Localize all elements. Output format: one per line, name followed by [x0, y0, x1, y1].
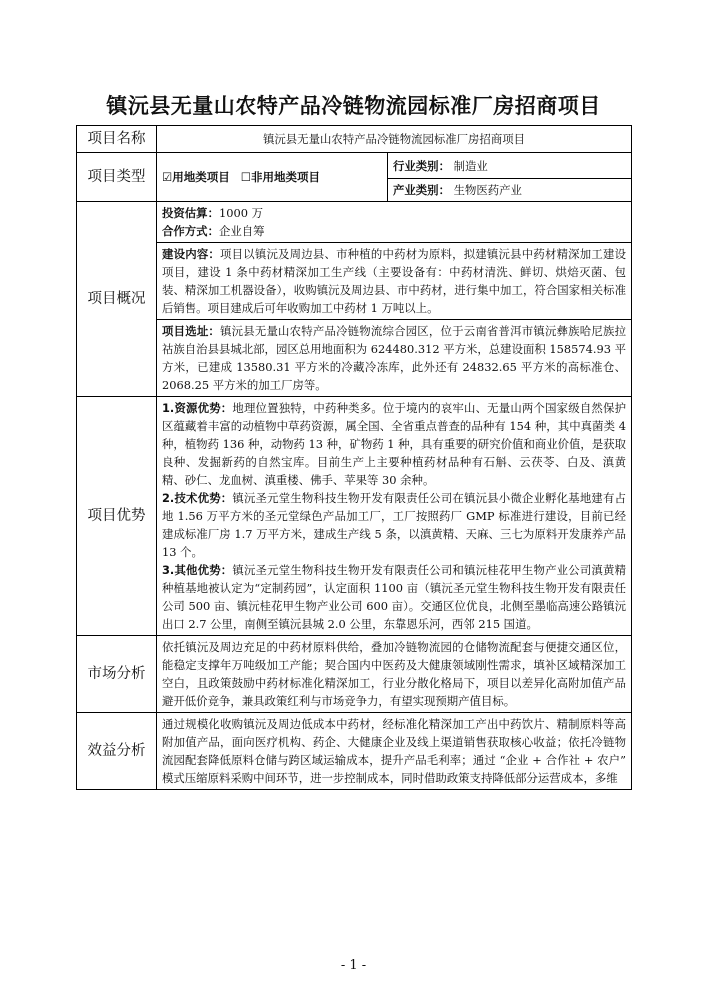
label-advantages: 项目优势	[77, 397, 157, 636]
row-project-name	[77, 126, 632, 153]
construction-label: 建设内容：	[162, 247, 221, 261]
row-site	[77, 320, 632, 397]
industry-cell	[388, 153, 632, 179]
construction-text: 项目以镇沅及周边县、市种植的中药材为原料，拟建镇沅县中药材精深加工建设项目，建设 1 条中药材精深加工生产线（主要设备有：中药材清洗、鲜切、烘焙灭菌、包装、精深加工机器设备），收购镇沅及周边县、市中药材，进行集中加工，符合国家相关标准后销售。项目建成后可年收购加工中药材 1 万吨以上。	[162, 247, 626, 315]
project-type-options	[157, 153, 388, 202]
site-text: 镇沅县无量山农特产品冷链物流综合园区，位于云南省普洱市镇沅彝族哈尼族拉祜族自治县县城北部，园区总用地面积为 624480.312 平方米，总建设面积 158574.93 平方米，已建成 13580.31 平方米的冷藏冷冻库，此外还有 24832.65 平方米的高标准仓、2068.25 平方米的加工厂房等。	[162, 324, 626, 392]
label-market: 市场分析	[77, 636, 157, 713]
row-benefit	[77, 713, 632, 790]
coop-label: 合作方式：	[162, 224, 219, 238]
sector-value: 生物医药产业	[453, 183, 522, 197]
non-land-project-checkbox: ☐非用地类项目	[240, 170, 320, 184]
benefit-text: 通过规模化收购镇沅及周边低成本中药材，经标准化精深加工产出中药饮片、精制原料等高附加值产品，面向医疗机构、药企、大健康企业及线上渠道销售获取核心收益；依托冷链物流园配套降低原料仓储与跨区域运输成本，提升产品毛利率；通过 “企业 + 合作社 + 农户” 模式压缩原料采购中间环节，进一步控制成本，同时借助政策支持降低部分运营成本，多维	[162, 717, 626, 785]
page-number: - 1 -	[340, 958, 367, 973]
construction-cell	[157, 243, 632, 320]
land-project-checkbox: ☑用地类项目	[162, 170, 230, 184]
investment-label: 投资估算：	[162, 206, 219, 220]
investment-value: 1000 万	[218, 206, 263, 220]
investment-cell	[157, 202, 632, 243]
project-name-value: 镇沅县无量山农特产品冷链物流园标准厂房招商项目	[157, 126, 632, 153]
site-label: 项目选址：	[162, 324, 221, 338]
market-text: 依托镇沅及周边充足的中药材原料供给，叠加冷链物流园的仓储物流配套与便捷交通区位，能稳定支撑年万吨级加工产能；契合国内中医药及大健康领域刚性需求，填补区域精深加工空白，且政策鼓励中药材标准化精深加工，行业分散化格局下，项目以差异化高附加值产品避开低价竞争，兼具政策红利与市场竞争力，有望实现预期产值目标。	[162, 640, 626, 708]
row-construction	[77, 243, 632, 320]
row-project-type	[77, 153, 632, 179]
label-benefit: 效益分析	[77, 713, 157, 790]
industry-label: 行业类别：	[393, 158, 450, 173]
project-table	[76, 125, 632, 790]
label-overview: 项目概况	[77, 202, 157, 397]
row-advantages	[77, 397, 632, 636]
row-market	[77, 636, 632, 713]
coop-value: 企业自筹	[218, 224, 265, 238]
row-investment	[77, 202, 632, 243]
tech-advantage-text: 镇沅圣元堂生物科技生物开发有限责任公司在镇沅县小微企业孵化基地建有占地 1.56 万平方米的圣元堂绿色产品加工厂，工厂按照药厂 GMP 标准进行建设，目前已经建成标准厂房 1.7 万平方米，建成生产线 5 条，以滇黄精、天麻、三七为原料开发康养产品 13 个。	[162, 491, 626, 559]
sector-label: 产业类别：	[393, 183, 450, 197]
label-project-name: 项目名称	[77, 126, 157, 153]
advantages-cell	[157, 397, 632, 636]
document-title: 镇沅县无量山农特产品冷链物流园标准厂房招商项目	[106, 93, 601, 118]
industry-value: 制造业	[453, 158, 488, 173]
tech-advantage-label: 2.技术优势：	[162, 491, 233, 505]
label-project-type: 项目类型	[77, 153, 157, 202]
other-advantage-text: 镇沅圣元堂生物科技生物开发有限责任公司和镇沅桂花甲生物产业公司滇黄精种植基地被认定为“定制药园”，认定面积 1100 亩（镇沅圣元堂生物科技生物开发有限责任公司 500 亩、镇沅桂花甲生物产业公司 600 亩）。交通区位优良，北侧至墨临高速公路镇沅出口 2.7 公里，南侧至镇沅县城 2.0 公里，东靠恩乐河，西邻 215 国道。	[162, 563, 626, 631]
other-advantage-label: 3.其他优势：	[162, 563, 233, 577]
resource-advantage-text: 地理位置独特，中药种类多。位于境内的哀牢山、无量山两个国家级自然保护区蕴藏着丰富的动植物中草药资源，属全国、全省重点普查的品种有 154 种，其中真菌类 4 种，植物药 136 种，动物药 13 种，矿物药 1 种，具有重要的研究价值和商业价值，是获取良种、发掘新药的自然宝库。目前生产上主要种植药材品种有石斛、云茯苓、白及、滇黄精、砂仁、龙血树、滇重楼、佛手、苹果等 30 余种。	[162, 401, 626, 487]
resource-advantage-label: 1.资源优势：	[162, 401, 233, 415]
site-cell	[157, 320, 632, 397]
market-cell	[157, 636, 632, 713]
benefit-cell	[157, 713, 632, 790]
sector-cell	[388, 179, 632, 202]
